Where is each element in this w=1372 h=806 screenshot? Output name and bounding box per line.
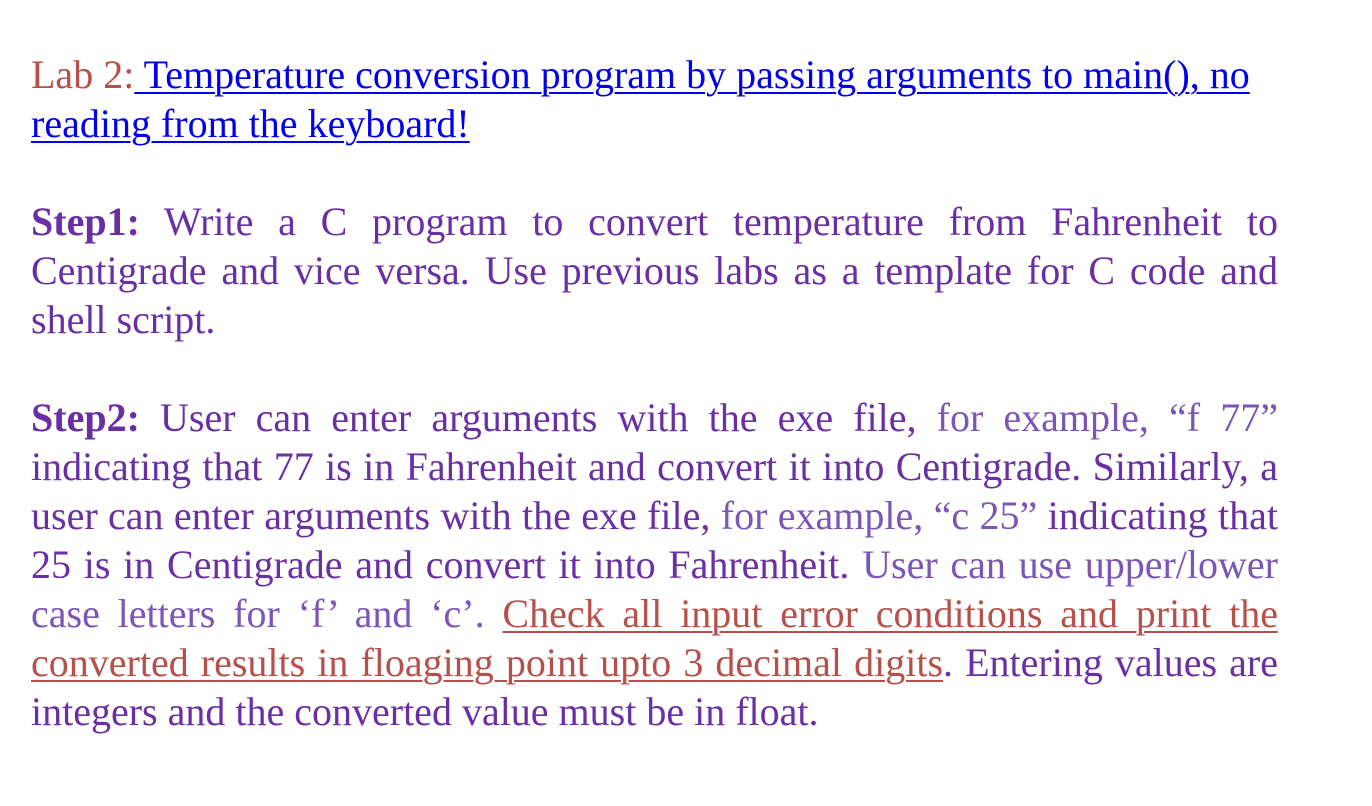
step2-requirement: Check all input error conditions and print the converted results in floaging point upto 3 decimal digits: [31, 591, 1278, 685]
lab-title-link[interactable]: Temperature conversion program by passing arguments to main(), no reading from the keyboard!: [31, 52, 1250, 146]
lab-number: Lab 2:: [31, 52, 135, 97]
step2-example-c: for example, “c 25”: [720, 493, 1038, 538]
step2-label: Step2:: [31, 395, 140, 440]
step2-text-g: . Entering values are integers and the converted value must be in float.: [31, 640, 1278, 734]
step2-text-e: indicating that 25 is in Centigrade and convert it into Fahrenheit.: [31, 493, 1278, 587]
step2-text-a: User can enter arguments with the exe file,: [139, 395, 937, 440]
step2-paragraph: [31, 393, 1278, 736]
paragraph-spacer: [31, 344, 1278, 393]
step2-example-f: for example, “f 77”: [936, 395, 1278, 440]
step2-text-c: indicating that 77 is in Fahrenheit and convert it into Centigrade. Similarly, a user can enter arguments with the exe file,: [31, 444, 1278, 538]
step1-label: Step1:: [31, 199, 140, 244]
lab-document: [31, 50, 1278, 736]
lab-title: [31, 50, 1278, 148]
step1-text: Write a C program to convert temperature from Fahrenheit to Centigrade and vice versa. Use previous labs as a template for C code and shell script.: [31, 199, 1278, 342]
step2-case-note: User can use upper/lower case letters for ‘f’ and ‘c’.: [31, 542, 1278, 636]
paragraph-spacer: [31, 148, 1278, 197]
step1-paragraph: [31, 197, 1278, 344]
